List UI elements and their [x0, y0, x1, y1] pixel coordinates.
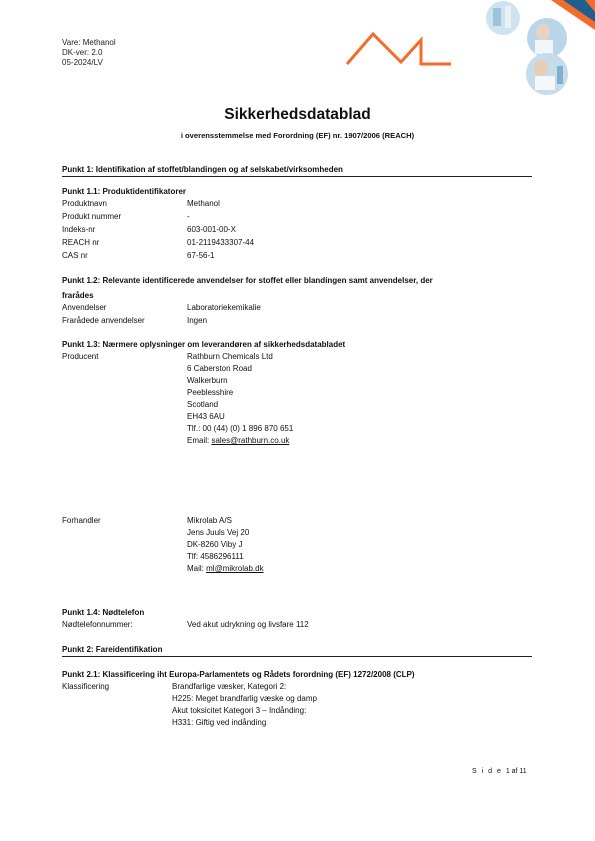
- dealer-address: [187, 515, 264, 575]
- address-line: Tlf: 4586296111: [187, 552, 244, 561]
- dealer-email-line: [187, 563, 264, 575]
- row-label: Nødtelefonnummer:: [62, 620, 133, 629]
- page-subtitle: i overensstemmelse med Forordning (EF) nr. 1907/2006 (REACH): [180, 131, 415, 140]
- row-value: Ved akut udrykning og livsfare 112: [187, 620, 309, 629]
- producer-email-link[interactable]: sales@rathburn.co.uk: [211, 436, 290, 445]
- dealer-label: [62, 515, 532, 527]
- row-value: 603-001-00-X: [187, 225, 236, 234]
- meta-date: 05-2024/LV: [62, 58, 103, 67]
- row-value: 01-2119433307-44: [187, 238, 255, 247]
- row-value: Ingen: [187, 316, 208, 325]
- section-heading-2: Punkt 2: Fareidentifikation: [62, 645, 532, 657]
- row-label: Indeks-nr: [62, 225, 96, 234]
- address-line: Peeblesshire: [187, 388, 234, 397]
- row-label: Klassificering: [62, 682, 110, 691]
- page-number: 1 af 11: [505, 768, 527, 775]
- address-line: DK-8260 Viby J: [187, 540, 243, 549]
- document-meta: [62, 38, 116, 68]
- page-label: S i d e: [472, 768, 503, 775]
- row-value: Laboratoriekemikalie: [187, 303, 261, 312]
- row-label: Forhandler: [62, 516, 101, 525]
- address-line: Rathburn Chemicals Ltd: [187, 352, 273, 361]
- row-label: Frarådede anvendelser: [62, 316, 145, 325]
- row-label: REACH nr: [62, 238, 100, 247]
- info-row: [62, 198, 532, 210]
- row-value: Methanol: [187, 199, 220, 208]
- row-label: Produkt nummer: [62, 212, 122, 221]
- producer-label: [62, 351, 532, 363]
- company-logo: [343, 26, 455, 70]
- info-row: [62, 211, 532, 223]
- page-title: Sikkerhedsdatablad: [224, 106, 371, 123]
- row-value: 67-56-1: [187, 251, 215, 260]
- row-label: CAS nr: [62, 251, 88, 260]
- address-line: Scotland: [187, 400, 219, 409]
- info-row: [62, 302, 532, 314]
- row-value: -: [187, 212, 190, 221]
- subsection-heading-1-4: Punkt 1.4: Nødtelefon: [62, 608, 145, 617]
- row-label: Produktnavn: [62, 199, 107, 208]
- address-line: 6 Caberston Road: [187, 364, 252, 373]
- info-row: [62, 250, 532, 262]
- info-row: [62, 315, 532, 327]
- subsection-heading-1-1: Punkt 1.1: Produktidentifikatorer: [62, 187, 187, 196]
- subsection-heading-2-1: Punkt 2.1: Klassificering iht Europa-Parlamentets og Rådets forordning (EF) 1272/2008 (CLP): [62, 670, 415, 679]
- subsection-heading-line: frarådes: [62, 291, 94, 300]
- page-footer: [472, 768, 527, 775]
- address-line: Walkerburn: [187, 376, 228, 385]
- address-line: EH43 6AU: [187, 412, 225, 421]
- row-label: Anvendelser: [62, 303, 107, 312]
- dealer-email-link[interactable]: ml@mikrolab.dk: [206, 564, 264, 573]
- subsection-heading-1-3: Punkt 1.3: Nærmere oplysninger om leverandøren af sikkerhedsdatabladet: [62, 340, 346, 349]
- classification-line: H331: Giftig ved indånding: [172, 718, 267, 727]
- subsection-heading-line: Punkt 1.2: Relevante identificerede anvendelser for stoffet eller blandingen samt anvendelser, der: [62, 276, 433, 285]
- row-label: Producent: [62, 352, 99, 361]
- classification-line: Brandfarlige væsker, Kategori 2:: [172, 682, 287, 691]
- info-row: [62, 224, 532, 236]
- info-row: [62, 619, 532, 631]
- subsection-heading-1-2: [62, 273, 532, 303]
- email-label: Mail:: [187, 564, 207, 573]
- classification-line: Akut toksicitet Kategori 3 – Indånding:: [172, 706, 307, 715]
- producer-email-line: [187, 435, 293, 447]
- info-row: [62, 237, 532, 249]
- section-heading-1: Punkt 1: Identifikation af stoffet/blandingen og af selskabet/virksomheden: [62, 165, 532, 177]
- meta-product: Vare: Methanol: [62, 38, 116, 47]
- address-line: Mikrolab A/S: [187, 516, 232, 525]
- classification-line: H225: Meget brandfarlig væske og damp: [172, 694, 317, 703]
- lab-photos-image: [463, 0, 595, 100]
- address-line: Tlf.: 00 (44) (0) 1 896 870 651: [187, 424, 294, 433]
- meta-version: DK-ver: 2.0: [62, 48, 103, 57]
- producer-address: [187, 351, 293, 447]
- email-label: Email:: [187, 436, 212, 445]
- classification-lines: [172, 681, 317, 729]
- address-line: Jens Juuls Vej 20: [187, 528, 250, 537]
